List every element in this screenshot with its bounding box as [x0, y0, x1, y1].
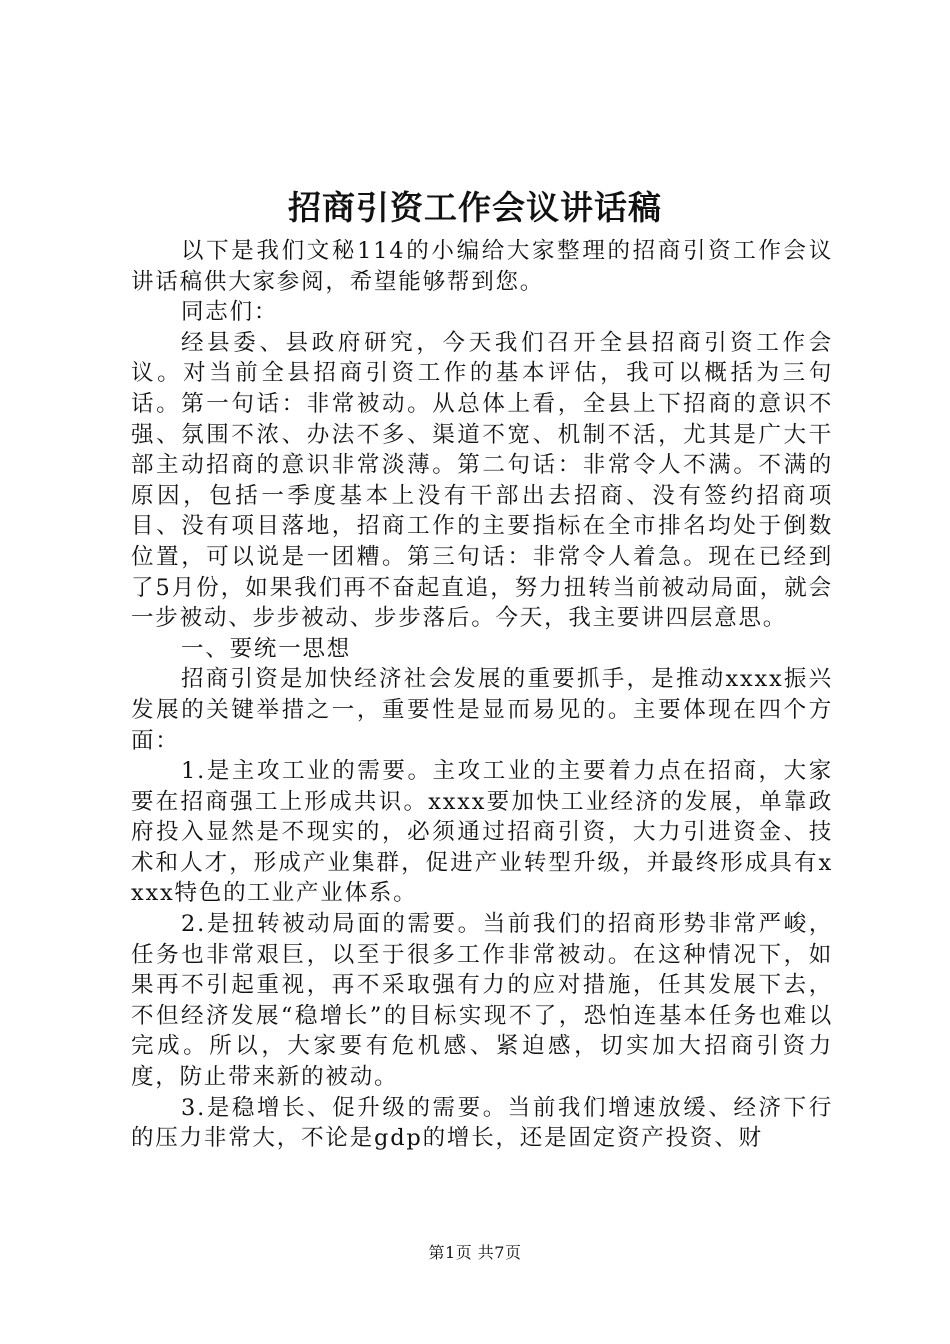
list-item: 1.是主攻工业的需要。主攻工业的主要着力点在招商，大家要在招商强工上形成共识。xxxx要加快工业经济的发展，单靠政府投入显然是不现实的，必须通过招商引资，大力引进资金、技术和人才，形成产业集群，促进产业转型升级，并最终形成具有xxxx特色的工业产业体系。: [131, 758, 833, 907]
section-heading: 一、要统一思想: [181, 635, 352, 662]
page-number-footer: 第1页 共7页: [428, 1243, 522, 1262]
intro-paragraph: 以下是我们文秘114的小编给大家整理的招商引资工作会议讲话稿供大家参阅，希望能够帮到您。: [131, 238, 833, 295]
body-paragraph: 招商引资是加快经济社会发展的重要抓手，是推动xxxx振兴发展的关键举措之一，重要性是显而易见的。主要体现在四个方面：: [131, 666, 833, 754]
document-title: 招商引资工作会议讲话稿: [288, 188, 662, 227]
document-body: [131, 236, 833, 1154]
salutation: 同志们：: [181, 299, 279, 326]
list-item: 2.是扭转被动局面的需要。当前我们的招商形势非常严峻，任务也非常艰巨，以至于很多工作非常被动。在这种情况下，如果再不引起重视，再不采取强有力的应对措施，任其发展下去，不但经济发展“稳增长”的目标实现不了，恐怕连基本任务也难以完成。所以，大家要有危机感、紧迫感，切实加大招商引资力度，防止带来新的被动。: [131, 911, 833, 1091]
list-item: 3.是稳增长、促升级的需要。当前我们增速放缓、经济下行的压力非常大，不论是gdp的增长，还是固定资产投资、财: [131, 1094, 833, 1152]
body-paragraph: 经县委、县政府研究，今天我们召开全县招商引资工作会议。对当前全县招商引资工作的基本评估，我可以概括为三句话。第一句话：非常被动。从总体上看，全县上下招商的意识不强、氛围不浓、办法不多、渠道不宽、机制不活，尤其是广大干部主动招商的意识非常淡薄。第二句话：非常令人不满。不满的原因，包括一季度基本上没有干部出去招商、没有签约招商项目、没有项目落地，招商工作的主要指标在全市排名均处于倒数位置，可以说是一团糟。第三句话：非常令人着急。现在已经到了5月份，如果我们再不奋起直追，努力扭转当前被动局面，就会一步被动、步步被动、步步落后。今天，我主要讲四层意思。: [131, 329, 833, 632]
